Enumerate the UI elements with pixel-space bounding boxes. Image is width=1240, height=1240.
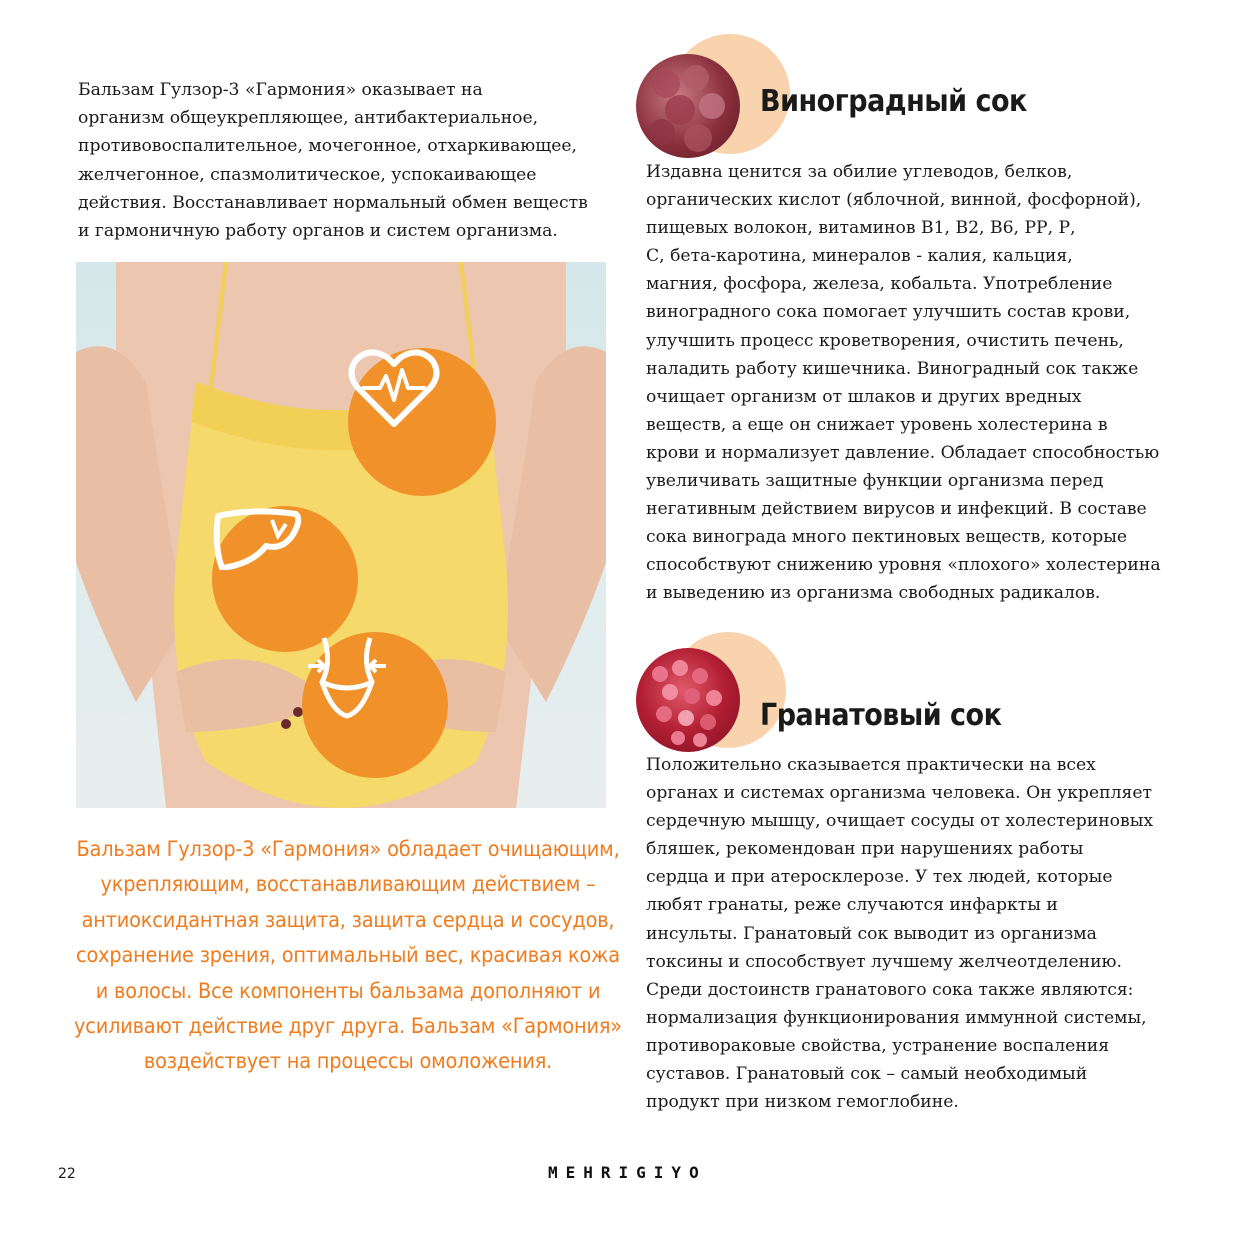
highlight-line: укрепляющим, восстанавливающим действием – <box>100 872 596 898</box>
pomegranate-line: противораковые свойства, устранение воспаления <box>646 1035 1110 1056</box>
pomegranate-line: любят гранаты, реже случаются инфаркты и <box>646 895 1058 916</box>
intro-line: действия. Восстанавливает нормальный обмен веществ <box>78 192 588 213</box>
pomegranate-line: токсины и способствует лучшему желчеотделению. <box>646 951 1122 972</box>
intro-paragraph <box>78 76 608 245</box>
waist-circle <box>302 632 448 778</box>
pomegranate-line: бляшек, рекомендован при нарушениях работы <box>646 839 1084 860</box>
pomegranate-line: инсульты. Гранатовый сок выводит из организма <box>646 923 1097 944</box>
grape-line: С, бета-каротина, минералов - калия, кальция, <box>646 246 1073 267</box>
grape-line: улучшить процесс кроветворения, очистить печень, <box>646 330 1124 351</box>
highlight-line: усиливают действие друг друга. Бальзам «Гармония» <box>74 1014 622 1040</box>
highlight-line: Бальзам Гулзор-3 «Гармония» обладает очищающим, <box>76 837 620 862</box>
grape-line: наладить работу кишечника. Виноградный сок также <box>646 358 1139 379</box>
liver-circle <box>212 506 358 652</box>
page-number: 22 <box>58 1166 76 1182</box>
heart-circle <box>348 348 496 496</box>
highlight-line: сохранение зрения, оптимальный вес, красивая кожа <box>76 943 620 969</box>
highlight-line: воздействует на процессы омоложения. <box>143 1049 553 1075</box>
pomegranate-line: сердечную мышцу, очищает сосуды от холестериновых <box>646 811 1154 832</box>
grape-line: Издавна ценится за обилие углеводов, белков, <box>646 162 1073 182</box>
intro-line: противовоспалительное, мочегонное, отхаркивающее, <box>78 136 578 157</box>
grape-image <box>636 54 740 158</box>
grape-line: негативным действием вирусов и инфекций. В составе <box>646 499 1147 520</box>
grape-line: увеличивать защитные функции организма перед <box>646 471 1104 492</box>
intro-line: Бальзам Гулзор-3 «Гармония» оказывает на <box>78 80 483 100</box>
waist-icon <box>302 632 392 722</box>
pomegranate-icon <box>636 648 740 752</box>
heart-pulse-icon <box>348 348 440 428</box>
pomegranate-line: Среди достоинств гранатового сока также являются: <box>646 979 1134 1000</box>
pomegranate-title: Гранатовый сок <box>760 698 1002 733</box>
grape-line: органических кислот (яблочной, винной, фосфорной), <box>646 190 1142 211</box>
grape-line: очищает организм от шлаков и других вредных <box>646 386 1082 407</box>
highlight-line: антиоксидантная защита, защита сердца и сосудов, <box>81 907 615 933</box>
grape-paragraph <box>646 158 1186 608</box>
grape-line: веществ, а еще он снижает уровень холестерина в <box>646 414 1108 435</box>
intro-line: желчегонное, спазмолитическое, успокаивающее <box>78 164 537 185</box>
grape-line: виноградного сока помогает улучшить состав крови, <box>646 302 1131 323</box>
intro-line: и гармоничную работу органов и систем организма. <box>78 221 558 242</box>
liver-icon <box>212 506 302 570</box>
pomegranate-line: продукт при низком гемоглобине. <box>646 1092 959 1113</box>
highlight-line: и волосы. Все компоненты бальзама дополняют и <box>95 978 601 1004</box>
pomegranate-line: органах и системах организма человека. Он укрепляет <box>646 783 1153 804</box>
pomegranate-line: Положительно сказывается практически на всех <box>646 755 1096 775</box>
woman-photo <box>76 262 606 808</box>
grape-line: магния, фосфора, железа, кобальта. Употребление <box>646 274 1113 295</box>
grape-line: и выведению из организма свободных радикалов. <box>646 583 1101 604</box>
grape-line: крови и нормализует давление. Обладает способностью <box>646 442 1160 463</box>
grape-line: сока винограда много пектиновых веществ, которые <box>646 527 1128 548</box>
pomegranate-line: сердца и при атеросклерозе. У тех людей, которые <box>646 867 1113 888</box>
intro-line: организм общеукрепляющее, антибактериальное, <box>78 108 539 129</box>
pomegranate-line: суставов. Гранатовый сок – самый необходимый <box>646 1064 1088 1085</box>
pomegranate-image <box>636 648 740 752</box>
pomegranate-line: нормализация функционирования иммунной системы, <box>646 1007 1147 1028</box>
brand-logo: MEHRIGIYO <box>548 1163 707 1182</box>
pomegranate-paragraph <box>646 751 1186 1116</box>
grape-line: пищевых волокон, витаминов В1, В2, В6, РР, Р, <box>646 218 1076 239</box>
grape-icon <box>636 54 740 158</box>
grape-line: способствуют снижению уровня «плохого» холестерина <box>646 555 1161 576</box>
grape-title: Виноградный сок <box>760 84 1027 119</box>
highlight-paragraph <box>70 832 626 1080</box>
